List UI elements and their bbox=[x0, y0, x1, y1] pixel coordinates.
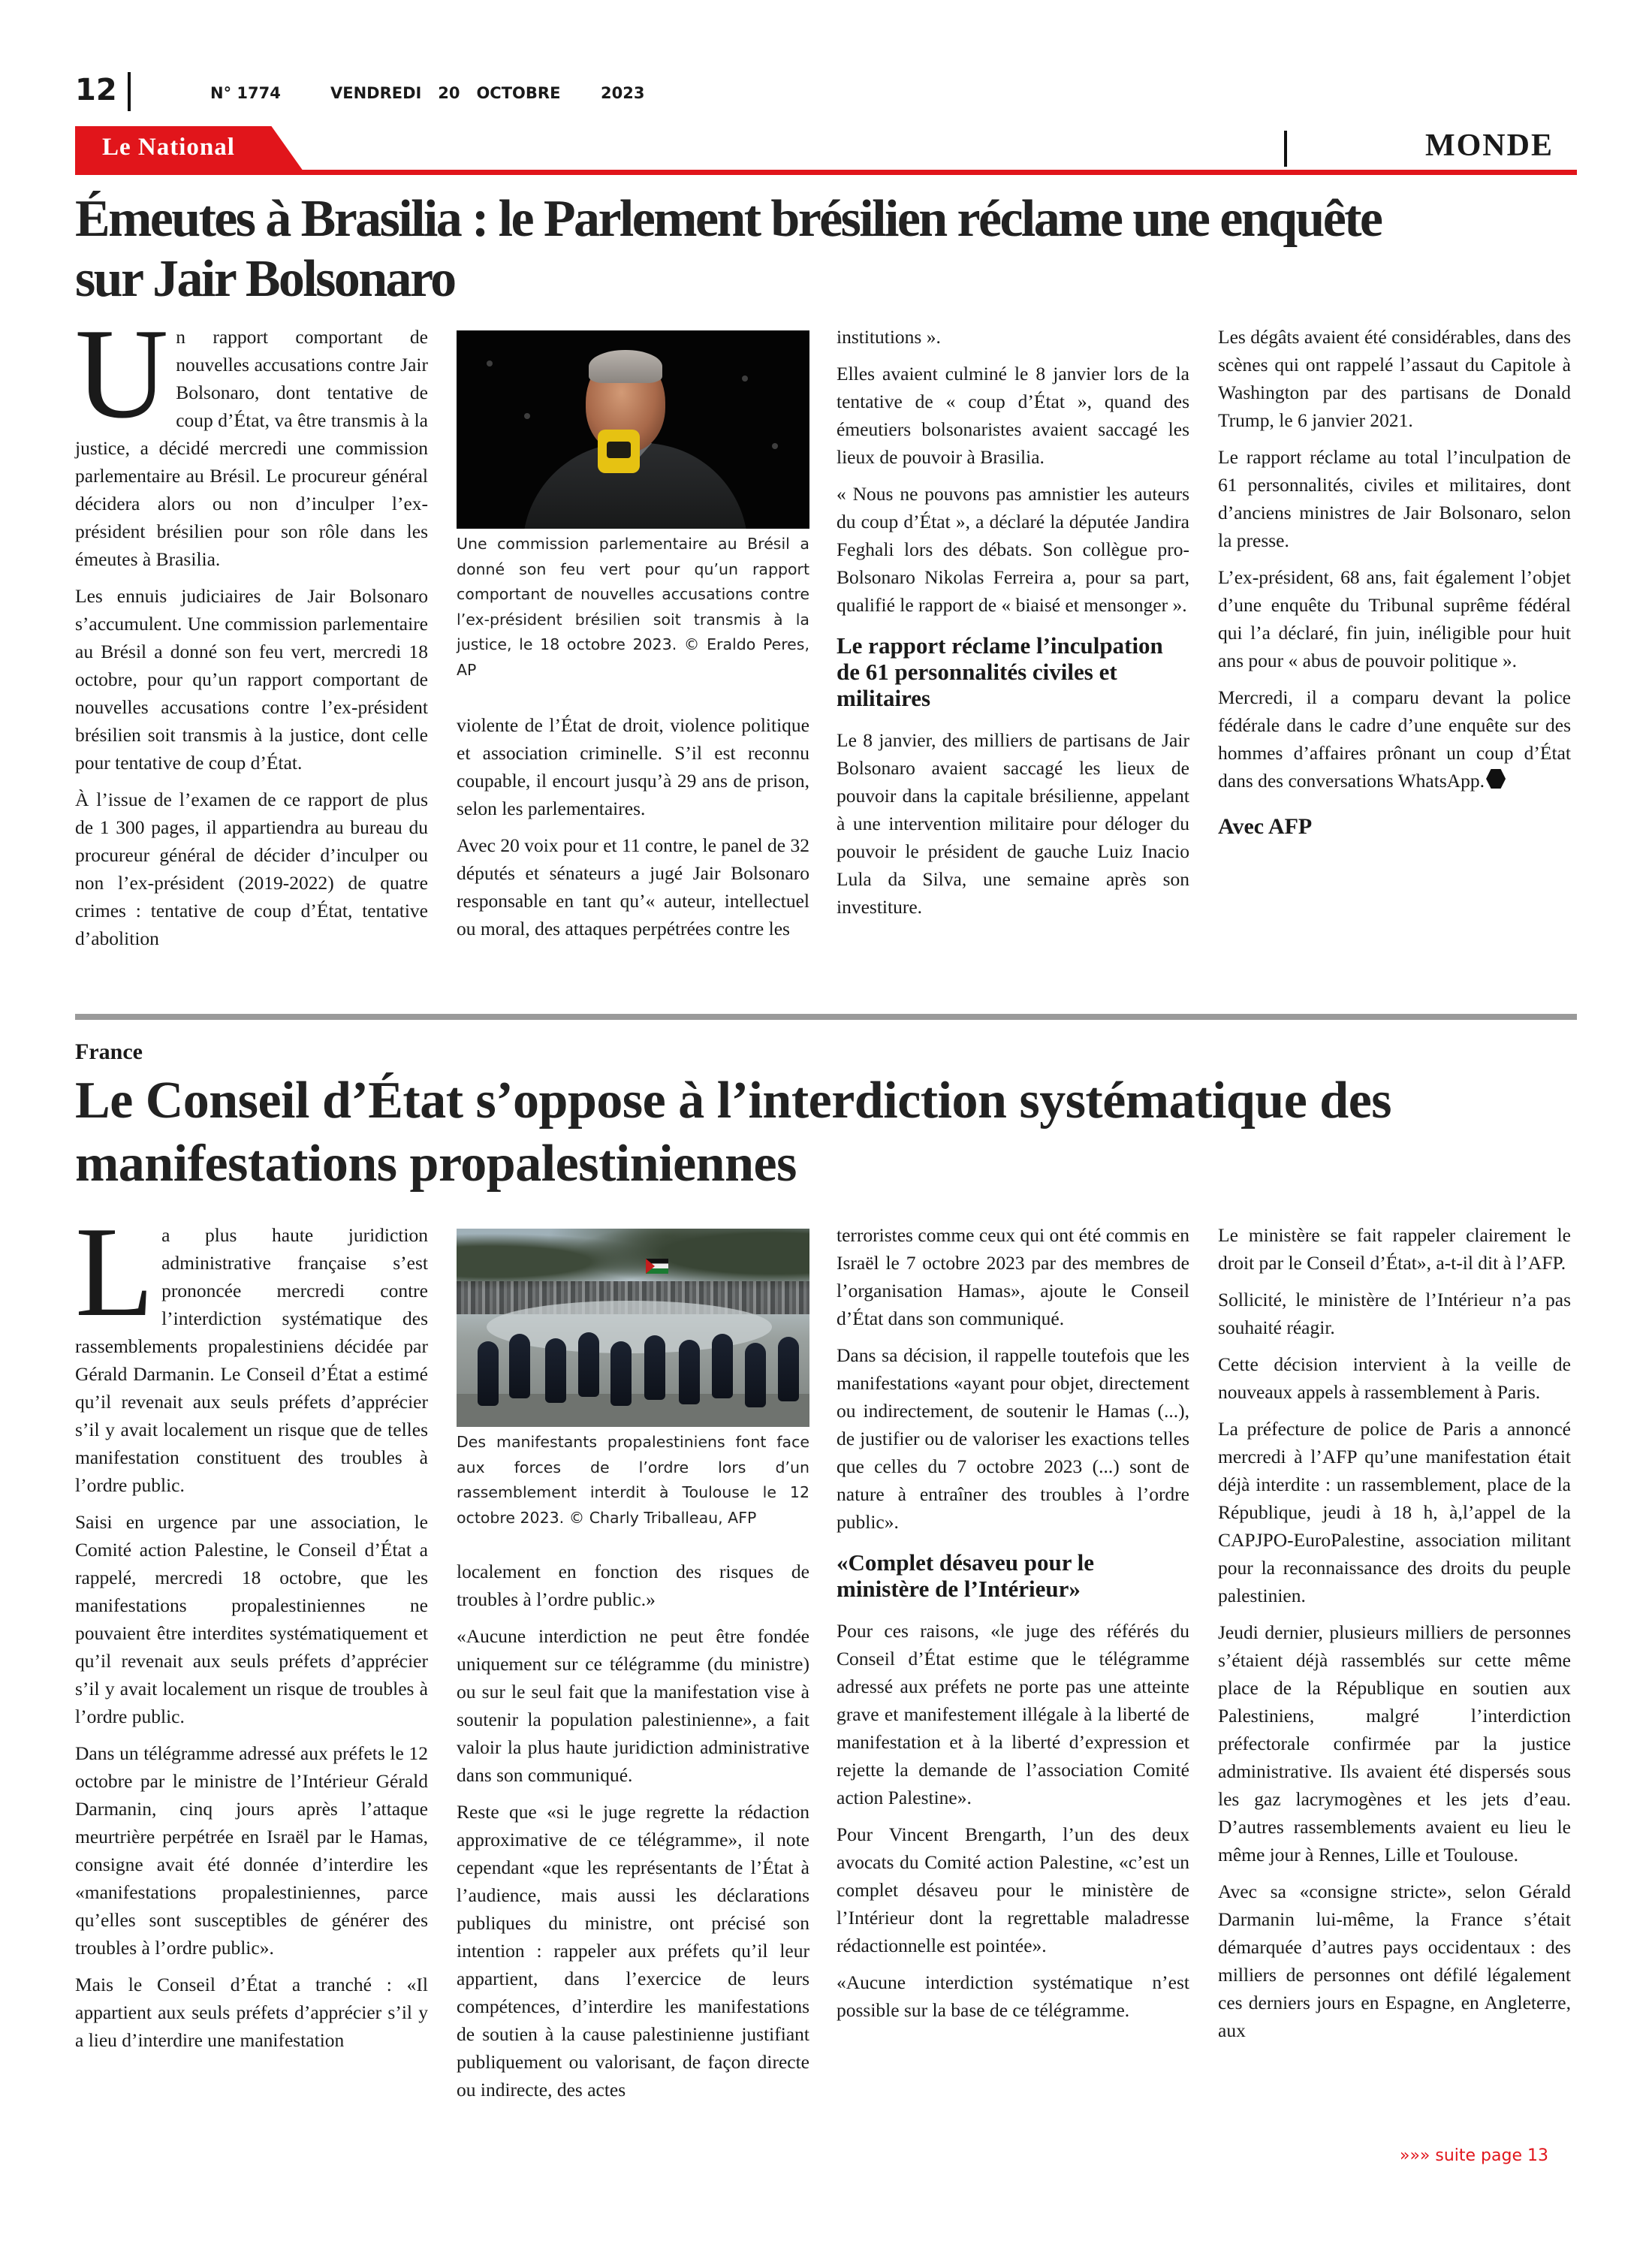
article2-dropcap: L bbox=[75, 1201, 155, 1344]
article1-paragraph: À l’issue de l’examen de ce rapport de plus de 1 300 pages, il appartiendra au bureau du procureur général de décider d’inculper ou non l’ex-président (2019-2022) de quatre crimes : tentative de coup d’État, tentative d’abolition bbox=[75, 789, 428, 949]
article2-paragraph: Cette décision intervient à la veille de nouveaux appels à rassemblement à Paris. bbox=[1218, 1353, 1571, 1403]
article2-paragraph: localement en fonction des risques de troubles à l’ordre public.» bbox=[457, 1561, 809, 1610]
article2-paragraph: Pour Vincent Brengarth, l’un des deux avocats du Comité action Palestine, «c’est un complet désaveu pour le ministère de l’Intérieur dont la regrettable maladresse rédactionnelle est pointée». bbox=[837, 1823, 1189, 1956]
header-divider bbox=[128, 72, 131, 111]
article2-column-3 bbox=[837, 1221, 1189, 2024]
article2-paragraph: «Aucune interdiction systématique n’est possible sur la base de ce télégramme. bbox=[837, 1971, 1189, 2021]
article1-paragraph: Mercredi, il a comparu devant la police fédérale dans le cadre d’une enquête sur des hommes d’affaires prônant un coup d’État dans des conversations WhatsApp. bbox=[1218, 686, 1571, 792]
article1-paragraph: « Nous ne pouvons pas amnistier les auteurs du coup d’État », a déclaré la députée Jandira Feghali lors des débats. Son collègue pro-Bolsonaro Nikolas Ferreira a, pour sa part, qualifié le rapport de « biaisé et mensonger ». bbox=[837, 483, 1189, 616]
article2-paragraph: Mais le Conseil d’État a tranché : «Il appartient aux seuls préfets d’apprécier s’il y a lieu d’interdire une manifestation bbox=[75, 1974, 428, 2051]
article2-headline bbox=[75, 1069, 1577, 1196]
article1-headline-line1: Émeutes à Brasilia : le Parlement brésilien réclame une enquête bbox=[75, 190, 1382, 248]
issue-year: 2023 bbox=[601, 84, 645, 102]
article1-paragraph: Le rapport réclame au total l’inculpation de 61 personnalités, civiles et militaires, dont d’anciens ministres de Jair Bolsonaro, selon la presse. bbox=[1218, 446, 1571, 551]
article1-column-4 bbox=[1218, 323, 1571, 840]
newspaper-brand: Le National bbox=[102, 134, 235, 161]
article2-kicker: France bbox=[75, 1039, 143, 1064]
article2-column-4 bbox=[1218, 1221, 1571, 2044]
article2-paragraph: terroristes comme ceux qui ont été commis en Israël le 7 octobre 2023 par des membres de l’organisation Hamas», ajoute le Conseil d’État dans son communiqué. bbox=[837, 1224, 1189, 1329]
section-name: MONDE bbox=[1425, 128, 1554, 163]
article2-headline-line2: manifestations propalestiniennes bbox=[75, 1135, 797, 1193]
section-divider bbox=[1284, 131, 1287, 167]
issue-number: N° 1774 bbox=[210, 84, 281, 102]
article2-lead-paragraph: a plus haute juridiction administrative française s’est prononcée mercredi contre l’interdiction systématique des rassemblements propalestiniens décidée par Gérald Darmanin. Le Conseil d’État a estimé qu’il revenait aux seuls préfets d’apprécier s’il y avait localement un risque que de telles manifestation constituent des troubles à l’ordre public. bbox=[75, 1224, 428, 1496]
article1-paragraph: Elles avaient culminé le 8 janvier lors de la tentative de « coup d’État », quand des émeutiers bolsonaristes avaient saccagé les lieux de pouvoir à Brasilia. bbox=[837, 363, 1189, 468]
article1-headline-line2: sur Jair Bolsonaro bbox=[75, 250, 455, 308]
article1-paragraph: institutions ». bbox=[837, 326, 941, 348]
article2-paragraph: Jeudi dernier, plusieurs milliers de personnes s’étaient déjà rassemblés sur cette même place de la République en soutien aux Palestiniens, malgré l’interdiction préfectorale confirmée par la justice administrative. Ils avaient été dispersés sous les gaz lacrymogènes et les jets d’eau. D’autres rassemblements avaient eu lieu le même jour à Rennes, Lille et Toulouse. bbox=[1218, 1621, 1571, 1865]
protest-photo bbox=[457, 1229, 809, 1427]
header-rule bbox=[75, 170, 1577, 175]
article-divider bbox=[75, 1014, 1577, 1020]
article1-paragraph: L’ex-président, 68 ans, fait également l’objet d’une enquête du Tribunal suprême fédéral qui l’a déclaré, fin juin, inéligible pour huit ans pour « abus de pouvoir politique ». bbox=[1218, 566, 1571, 671]
article2-paragraph: Pour ces raisons, «le juge des référés du Conseil d’État estime que le télégramme adressé aux préfets ne porte pas une atteinte grave et manifestement illégale à la liberté de manifestation et à la liberté d’expression et rejette la demande de l’association Comité action Palestine». bbox=[837, 1620, 1189, 1808]
article1-paragraph: Les ennuis judiciaires de Jair Bolsonaro s’accumulent. Une commission parlementaire au Brésil a donné son feu vert, mercredi 18 octobre, pour qu’un rapport comportant de nouvelles accusations contre l’ex-président brésilien soit transmis à la justice, dont celle pour tentative de coup d’État. bbox=[75, 585, 428, 774]
article2-paragraph: Reste que «si le juge regrette la rédaction approximative de ce télégramme», il note cependant «que les représentants de l’État à l’audience, mais aussi les déclarations publiques du ministre, ont précisé son intention : rappeler aux préfets qu’il leur appartient, dans l’exercice de leurs compétences, d’interdire les manifestations de soutien à la cause palestinienne justifiant publiquement ou valorisant, de façon directe ou indirecte, des actes bbox=[457, 1801, 809, 2101]
article1-lead-paragraph: n rapport comportant de nouvelles accusations contre Jair Bolsonaro, dont tentative de coup d’État, va être transmis à la justice, a décidé mercredi une commission parlementaire au Brésil. Le procureur général décidera alors ou non d’inculper l’ex-président brésilien pour son rôle dans les émeutes à Brasilia. bbox=[75, 326, 428, 570]
end-of-article-icon bbox=[1486, 769, 1506, 789]
article2-paragraph: Le ministère se fait rappeler clairement le droit par le Conseil d’État», a-t-il dit à l’AFP. bbox=[1218, 1224, 1571, 1274]
article2-paragraph: «Aucune interdiction ne peut être fondée uniquement sur ce télégramme (du ministre) ou sur le seul fait que la manifestation vise à soutenir la population palestinienne», a fait valoir la plus haute juridiction administrative dans son communiqué. bbox=[457, 1625, 809, 1786]
bolsonaro-photo bbox=[457, 330, 809, 529]
article2-paragraph: Dans un télégramme adressé aux préfets le 12 octobre par le ministre de l’Intérieur Gérald Darmanin, cinq jours après l’attaque meurtrière perpétrée en Israël par le Hamas, consigne avait été donnée d’interdire les «manifestations propalestiniennes, parce qu’elles sont susceptibles de générer des troubles à l’ordre public». bbox=[75, 1742, 428, 1959]
article2-paragraph: Sollicité, le ministère de l’Intérieur n’a pas souhaité réagir. bbox=[1218, 1289, 1571, 1338]
article2-paragraph: Dans sa décision, il rappelle toutefois que les manifestations «ayant pour objet, directement ou indirectement, de soutenir le Hamas (...), de justifier ou de valoriser les exactions telles que celles du 7 octobre 2023 (...) sont de nature à entraîner des troubles à l’ordre public». bbox=[837, 1344, 1189, 1533]
article2-column-2 bbox=[457, 1558, 809, 2104]
article1-column-1 bbox=[75, 303, 428, 952]
issue-date: VENDREDI 20 OCTOBRE bbox=[330, 84, 561, 102]
article1-subheading: Le rapport réclame l’inculpation de 61 personnalités civiles et militaires bbox=[837, 632, 1163, 711]
article2-headline-line1: Le Conseil d’État s’oppose à l’interdiction systématique des bbox=[75, 1072, 1392, 1130]
bolsonaro-photo-caption: Une commission parlementaire au Brésil a donné son feu vert pour qu’un rapport comportant de nouvelles accusations contre l’ex-président brésilien soit transmis à la justice, le 18 octobre 2023. © Eraldo Peres, AP bbox=[457, 535, 809, 679]
article2-paragraph: Avec sa «consigne stricte», selon Gérald Darmanin lui-même, la France s’était démarquée d’autres pays occidentaux : des milliers de personnes ont défilé légalement ces derniers jours en Espagne, en Angleterre, aux bbox=[1218, 1881, 1571, 2041]
page-number: 12 bbox=[75, 73, 117, 107]
article2-paragraph: La préfecture de police de Paris a annoncé mercredi à l’AFP qu’une manifestation était déjà interdite : un rassemblement, place de la République, jeudi à 18 h, à,l’appel de la CAPJPO-EuroPalestine, association militant pour la reconnaissance des droits du peuple palestinien. bbox=[1218, 1418, 1571, 1606]
article1-paragraph: Avec 20 voix pour et 11 contre, le panel de 32 députés et sénateurs a jugé Jair Bolsonaro responsable en tant qu’« auteur, intellectuel ou moral, des attaques perpétrées contre les bbox=[457, 834, 809, 940]
article2-column-1 bbox=[75, 1201, 428, 2054]
article1-column-3 bbox=[837, 323, 1189, 921]
continued-on-page-link[interactable]: »»» suite page 13 bbox=[1400, 2146, 1548, 2165]
article1-headline bbox=[75, 189, 1577, 309]
article2-subheading: «Complet désaveu pour le ministère de l’Intérieur» bbox=[837, 1549, 1095, 1602]
article1-paragraph: Le 8 janvier, des milliers de partisans de Jair Bolsonaro avaient saccagé les lieux de pouvoir dans la capitale brésilienne, appelant à une intervention militaire pour déloger du pouvoir le président de gauche Luiz Inacio Lula da Silva, une semaine après son investiture. bbox=[837, 729, 1189, 918]
article2-paragraph: Saisi en urgence par une association, le Comité action Palestine, le Conseil d’État a rappelé, mercredi 18 octobre, que les manifestations propalestiniennes ne pouvaient être interdites systématiquement et qu’il revenait aux seuls préfets d’apprécier s’il y avait localement un risque de troubles à l’ordre public. bbox=[75, 1511, 428, 1727]
article1-paragraph: violente de l’État de droit, violence politique et association criminelle. S’il est reconnu coupable, il encourt jusqu’à 29 ans de prison, selon les parlementaires. bbox=[457, 714, 809, 819]
article1-paragraph: Les dégâts avaient été considérables, dans des scènes qui ont rappelé l’assaut du Capitole à Washington par des partisans de Donald Trump, le 6 janvier 2021. bbox=[1218, 326, 1571, 431]
article1-byline: Avec AFP bbox=[1218, 814, 1313, 839]
protest-photo-caption: Des manifestants propalestiniens font face aux forces de l’ordre lors d’un rassemblement interdit à Toulouse le 12 octobre 2023. © Charly Triballeau, AFP bbox=[457, 1433, 809, 1527]
article1-column-2 bbox=[457, 711, 809, 943]
article1-dropcap: U bbox=[75, 303, 169, 445]
